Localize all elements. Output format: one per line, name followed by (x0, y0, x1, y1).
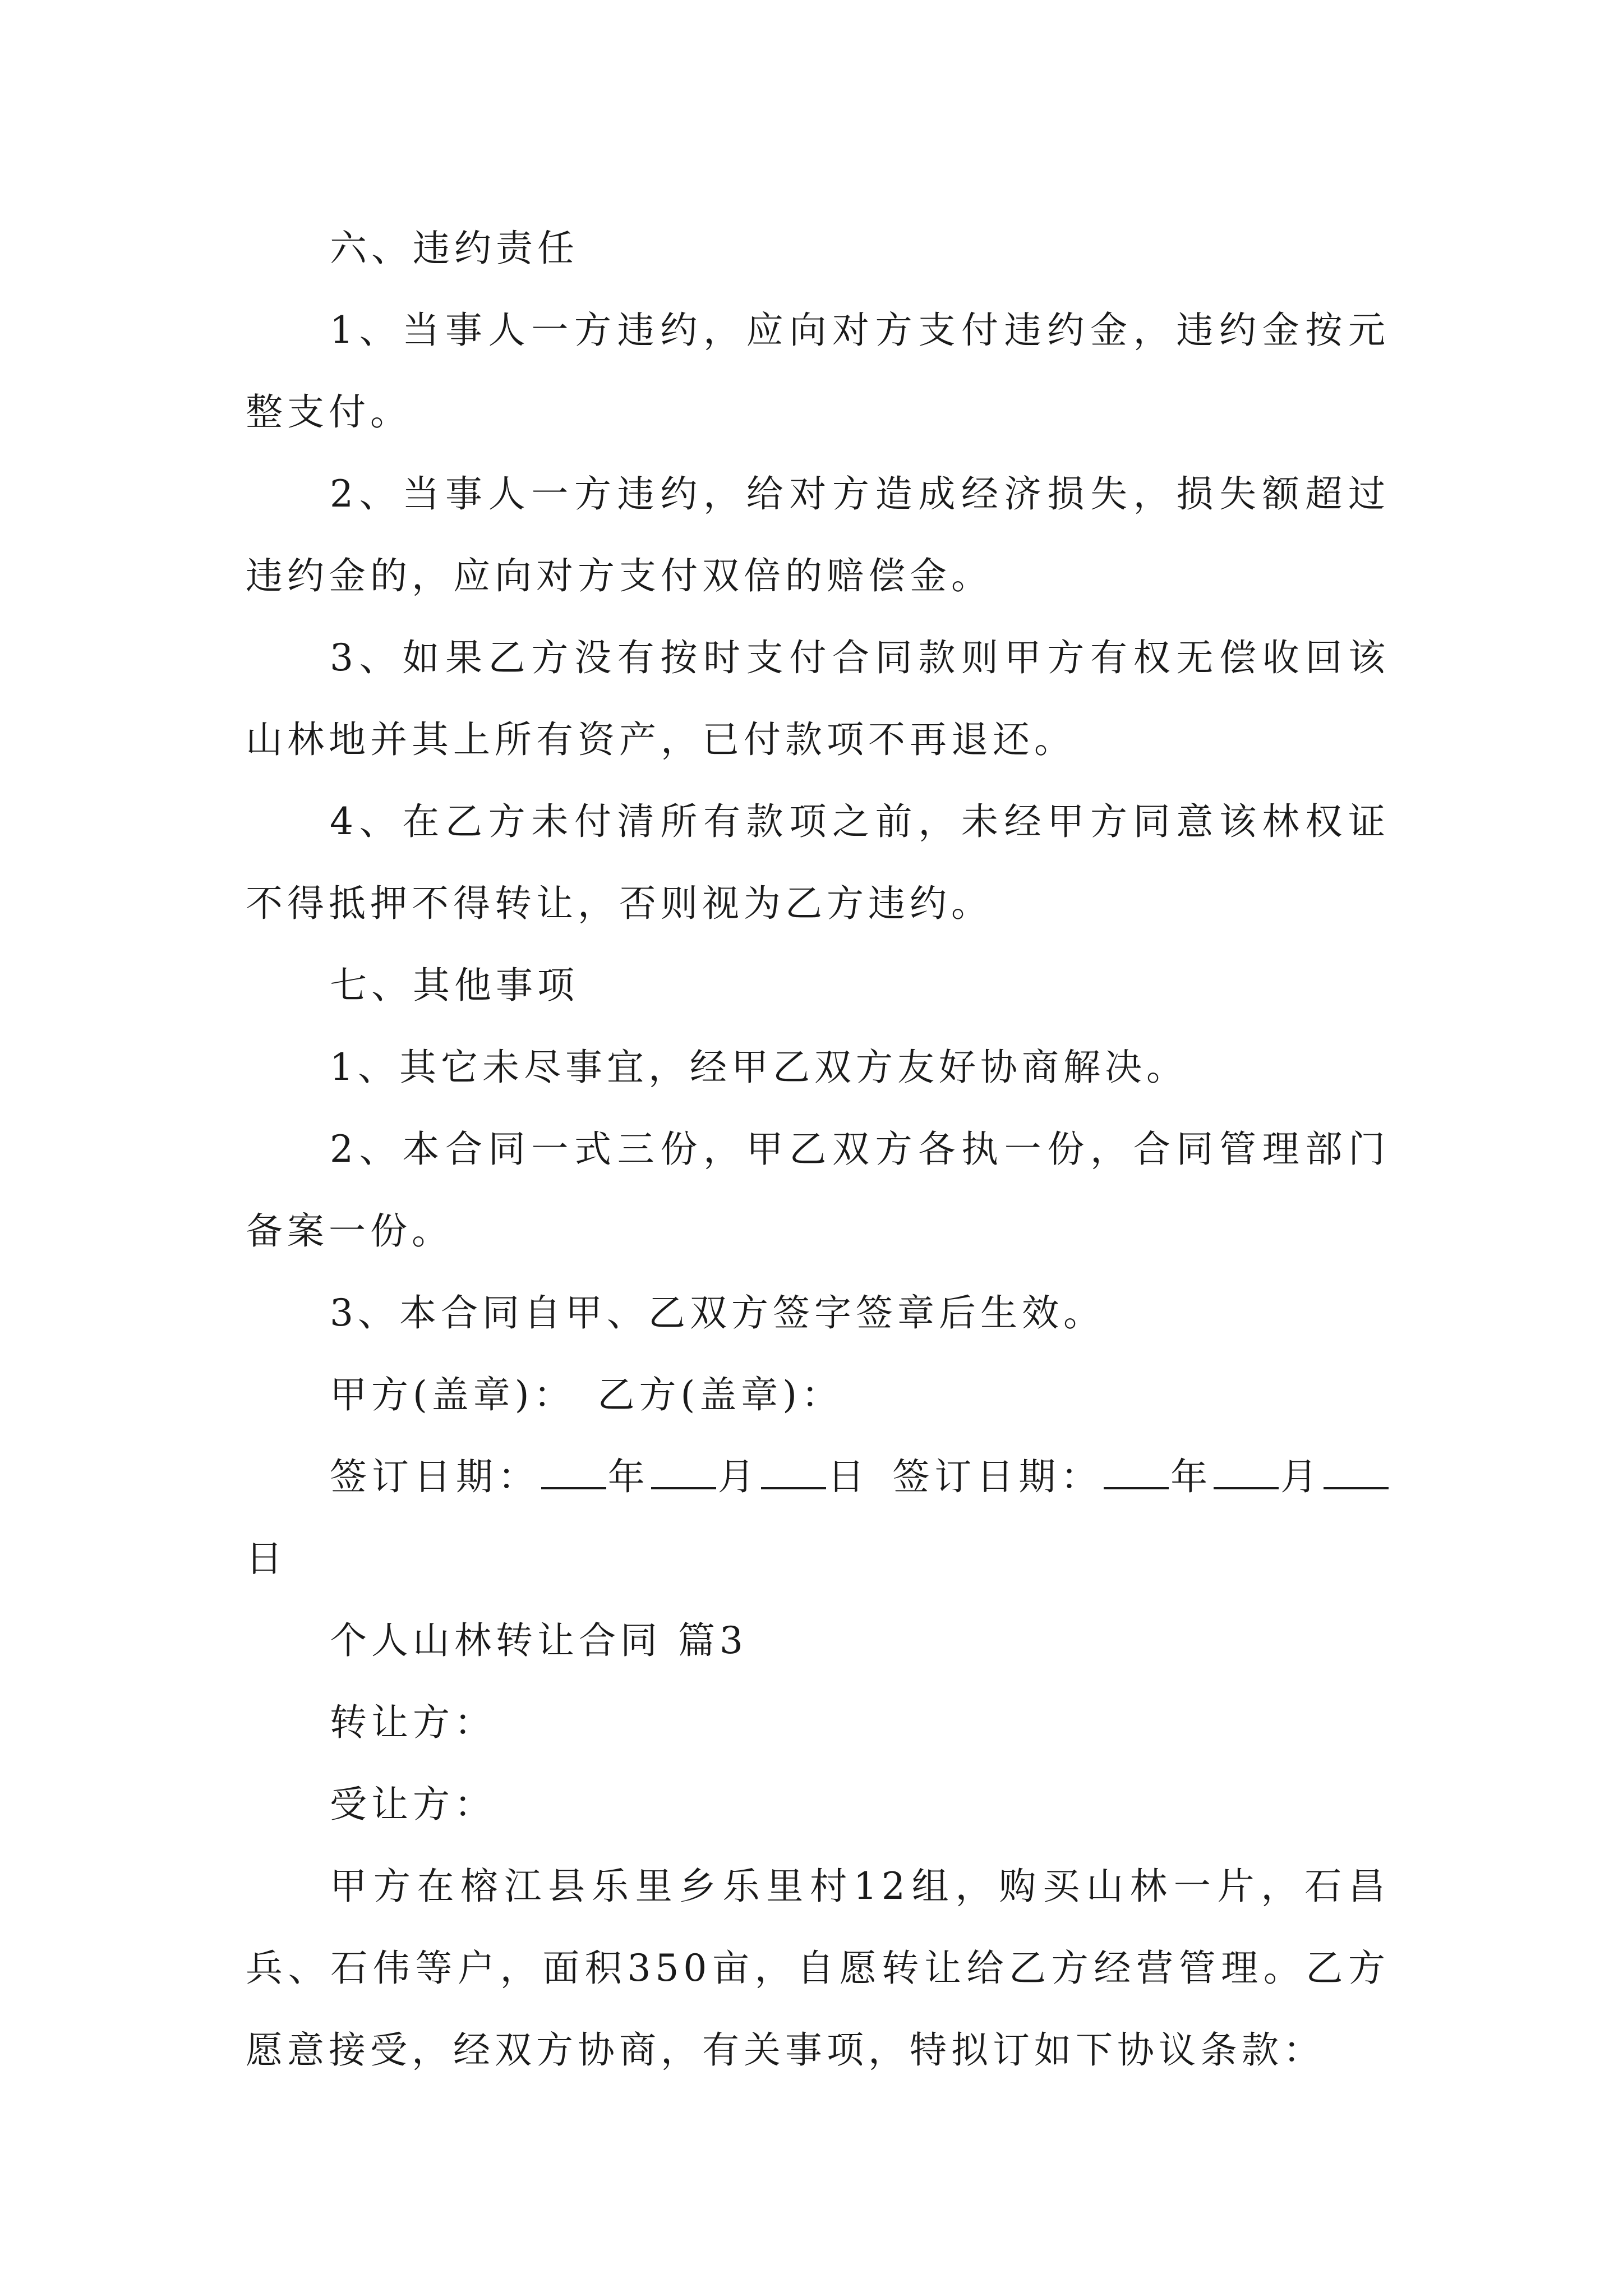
month-blank-b (1214, 1456, 1279, 1489)
month-label-b: 月 (1280, 1455, 1323, 1498)
section-heading-breach: 六、违约责任 (330, 227, 579, 270)
contract-3-title: 个人山林转让合同 篇3 (330, 1619, 748, 1662)
party-a-seal-label: 甲方(盖章)： (330, 1373, 575, 1416)
month-label-a: 月 (717, 1455, 760, 1498)
year-blank-a (541, 1456, 606, 1489)
clause-6-3: 3、如果乙方没有按时支付合同款则甲方有权无偿收回该山林地并其上所有资产，已付款项不再退还。 (246, 636, 1390, 761)
clause-7-2: 2、本合同一式三份，甲乙双方各执一份，合同管理部门备案一份。 (246, 1128, 1390, 1253)
month-blank-a (651, 1456, 716, 1489)
day-blank-b (1324, 1456, 1389, 1489)
party-b-seal-label: 乙方(盖章)： (597, 1373, 843, 1416)
signature-line (246, 1354, 1390, 1436)
clause-6-4: 4、在乙方未付清所有款项之前，未经甲方同意该林权证不得抵押不得转让，否则视为乙方违约。 (246, 800, 1390, 925)
year-label-a: 年 (607, 1455, 650, 1498)
clause-7-1: 1、其它未尽事宜，经甲乙双方友好协商解决。 (330, 1046, 1188, 1089)
year-label-b: 年 (1170, 1455, 1213, 1498)
signing-date-line (246, 1436, 1390, 1600)
clause-7-3: 3、本合同自甲、乙双方签字签章后生效。 (330, 1291, 1105, 1335)
document-body (246, 208, 1390, 2091)
year-blank-b (1104, 1456, 1169, 1489)
transferor-label: 转让方： (330, 1701, 496, 1744)
clause-6-1: 1、当事人一方违约，应向对方支付违约金，违约金按元整支付。 (246, 309, 1390, 434)
transferee-label: 受让方： (330, 1783, 496, 1826)
date-label-a: 签订日期： (330, 1455, 540, 1498)
day-blank-a (761, 1456, 826, 1489)
day-label-a: 日 (827, 1455, 870, 1498)
contract-3-intro: 甲方在榕江县乐里乡乐里村12组，购买山林一片，石昌兵、石伟等户，面积350亩，自愿转让给乙方经营管理。乙方愿意接受，经双方协商，有关事项，特拟订如下协议条款： (246, 1865, 1390, 2072)
day-label-b: 日 (246, 1537, 287, 1580)
date-label-b: 签订日期： (892, 1455, 1103, 1498)
section-heading-other: 七、其他事项 (330, 964, 579, 1007)
clause-6-2: 2、当事人一方违约，给对方造成经济损失，损失额超过违约金的，应向对方支付双倍的赔偿金。 (246, 472, 1390, 597)
